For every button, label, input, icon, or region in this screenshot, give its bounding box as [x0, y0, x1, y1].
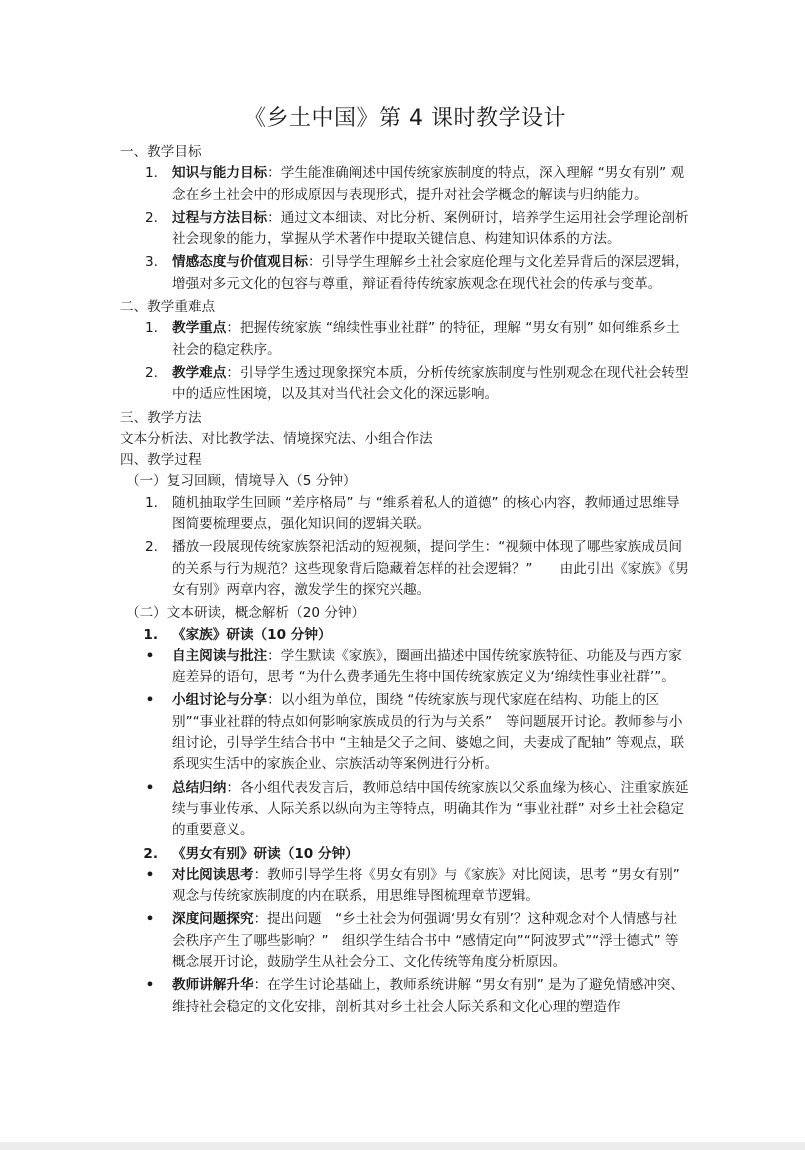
list-item	[120, 537, 690, 601]
item-label: 总结归纳	[172, 779, 227, 796]
sub-heading-family	[120, 625, 690, 646]
bullet-item	[120, 909, 690, 973]
item-label: 知识与能力目标	[172, 165, 268, 182]
document-body	[120, 104, 690, 1018]
item-text: 播放一段展现传统家族祭祀活动的短视频，提问学生：“视频中体现了哪些家族成员间的关系与行为规范？这些现象背后隐藏着怎样的社会逻辑？” 由此引出《家族》《男女有别》两章内容，激发学生的探究兴趣。	[172, 539, 689, 598]
list-number: 1.	[145, 165, 158, 182]
list-item	[120, 318, 690, 361]
list-item	[120, 363, 690, 406]
item-text: ：提出问题 “乡土社会为何强调‘男女有别’？这种观念对个人情感与社会秩序产生了哪些影响？” 组织学生结合书中 “感情定向”“阿波罗式”“浮士德式” 等概念展开讨论，鼓励学生从社会分工、文化传统等角度分析原因。	[172, 911, 679, 970]
sub-heading-gender	[120, 844, 690, 865]
bullet-item	[120, 646, 690, 689]
list-number: 3.	[145, 254, 158, 271]
bullet-dot: •	[145, 647, 155, 664]
list-item	[120, 252, 690, 295]
page-title: 《乡土中国》第 4 课时教学设计	[244, 106, 566, 131]
list-number: 2.	[145, 209, 158, 226]
list-item	[120, 493, 690, 536]
list-number: 2.	[143, 845, 158, 862]
subsection-heading-review: （一）复习回顾，情境导入（5 分钟）	[126, 473, 357, 490]
methods-text: 文本分析法、对比教学法、情境探究法、小组合作法	[120, 430, 433, 447]
item-text: ：通过文本细读、对比分析、案例研讨，培养学生运用社会学理论剖析社会现象的能力，掌握从学术著作中提取关键信息、构建知识体系的方法。	[172, 209, 689, 248]
item-text: ：各小组代表发言后，教师总结中国传统家族以父系血缘为核心、注重家族延续与事业传承、人际关系以纵向为主等特点，明确其作为 “事业社群” 对乡土社会稳定的重要意义。	[172, 779, 689, 839]
item-label: 教学难点	[172, 364, 227, 381]
bullet-dot: •	[145, 977, 155, 994]
bullet-item	[120, 778, 690, 842]
bullet-item	[120, 975, 690, 1018]
section-heading-objectives: 一、教学目标	[120, 144, 202, 160]
list-item	[120, 208, 690, 251]
subsection-heading-reading: （二）文本研读，概念解析（20 分钟）	[126, 605, 366, 622]
item-text: ：以小组为单位，围绕 “传统家族与现代家庭在结构、功能上的区别”“事业社群的特点如何影响家族成员的行为与关系” 等问题展开讨论。教师参与小组讨论，引导学生结合书中 “主轴是父子之间、婆媳之间，夫妻成了配轴” 等观点，联系现实生活中的家族企业、宗族活动等案例进行分析。	[172, 692, 685, 773]
item-text: ：把握传统家族 “绵续性事业社群” 的特征，理解 “男女有别” 如何维系乡土社会的稳定秩序。	[172, 320, 680, 358]
item-text: ：在学生讨论基础上，教师系统讲解 “男女有别” 是为了避免情感冲突、维持社会稳定的文化安排，剖析其对乡土社会人际关系和文化心理的塑造作	[172, 977, 685, 1015]
list-number: 2.	[145, 539, 158, 556]
item-label: 过程与方法目标	[172, 209, 268, 226]
item-text: ：引导学生理解乡土社会家庭伦理与文化差异背后的深层逻辑，增强对多元文化的包容与尊重，辩证看待传统家族观念在现代社会的传承与变革。	[172, 254, 689, 292]
list-number: 1.	[145, 494, 158, 511]
item-label: 教师讲解升华	[172, 977, 254, 994]
bullet-dot: •	[145, 866, 155, 883]
item-text: ：学生能准确阐述中国传统家族制度的特点，深入理解 “男女有别” 观念在乡土社会中的形成原因与表现形式，提升对社会学概念的解读与归纳能力。	[172, 165, 685, 203]
item-label: 对比阅读思考	[172, 866, 254, 883]
list-item	[120, 163, 690, 206]
item-text: 随机抽取学生回顾 “差序格局” 与 “维系着私人的道德” 的核心内容，教师通过思维导图简要梳理要点，强化知识间的逻辑关联。	[172, 494, 680, 533]
item-label: 情感态度与价值观目标	[172, 254, 308, 271]
page-bottom-edge	[0, 1142, 805, 1150]
item-label: 深度问题探究	[172, 911, 254, 928]
section-heading-key-points: 二、教学重难点	[120, 299, 216, 316]
bullet-dot: •	[145, 779, 155, 796]
list-number: 1.	[143, 626, 158, 643]
bullet-dot: •	[145, 692, 155, 709]
bullet-item	[120, 865, 690, 908]
item-text: ：教师引导学生将《男女有别》与《家族》对比阅读，思考 “男女有别” 观念与传统家族制度的内在联系，用思维导图梳理章节逻辑。	[172, 866, 680, 905]
section-heading-methods: 三、教学方法	[120, 409, 202, 426]
item-label: 教学重点	[172, 320, 227, 337]
sub-heading-text: 《男女有别》研读（10 分钟）	[172, 845, 359, 862]
item-text: ：引导学生透过现象探究本质，分析传统家族制度与性别观念在现代社会转型中的适应性困境，以及其对当代社会文化的深远影响。	[172, 364, 689, 403]
item-label: 自主阅读与批注	[172, 647, 268, 664]
bullet-item	[120, 690, 690, 775]
list-number: 2.	[145, 364, 158, 381]
bullet-dot: •	[145, 911, 155, 928]
item-label: 小组讨论与分享	[172, 692, 268, 709]
item-text: ：学生默读《家族》，圈画出描述中国传统家族特征、功能及与西方家庭差异的语句，思考 “为什么费孝通先生将中国传统家族定义为‘绵续性事业社群’”。	[172, 647, 682, 686]
section-heading-process: 四、教学过程	[120, 452, 202, 469]
list-number: 1.	[145, 320, 158, 337]
sub-heading-text: 《家族》研读（10 分钟）	[172, 626, 332, 643]
